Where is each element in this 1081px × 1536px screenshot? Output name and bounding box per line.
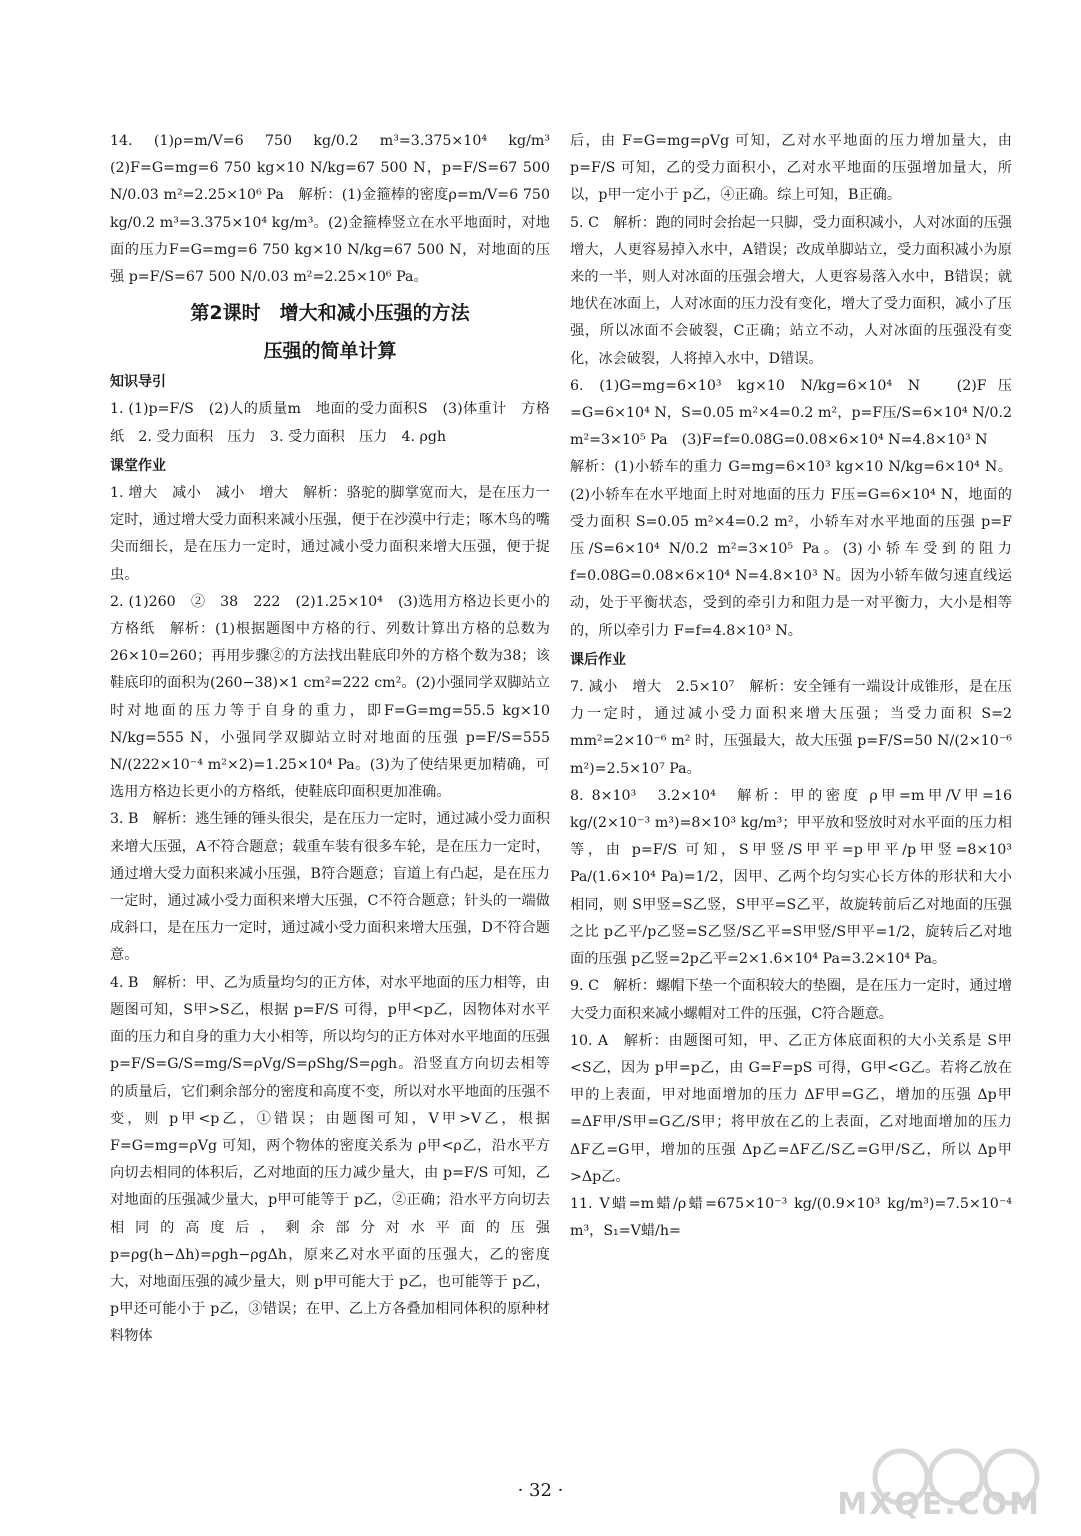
answer-paragraph: 解析：(1)小轿车的重力 G=mg=6×10³ kg×10 N/kg=6×10⁴ N。(2)小轿车在水平地面上时对地面的压力 F压=G=6×10⁴ N，地面的受力面积 S=0.05 m²×4=0.2 m²，小轿车对水平地面的压强 p=F压/S=6×10⁴ N/0.2 m²=3×10⁵ Pa。(3)小轿车受到的阻力 f=0.08G=0.08×6×10⁴ N=4.8×10³ N。因为小轿车做匀速直线运动，处于平衡状态，受到的牵引力和阻力是一对平衡力，大小是相等的，所以牵引力 F=f=4.8×10³ N。: [570, 459, 1012, 639]
page-number: · 32 ·: [517, 1480, 564, 1501]
left-column: [110, 128, 565, 1351]
section-title: 压强的简单计算: [263, 340, 397, 363]
watermark-logo: [837, 1442, 1051, 1522]
answer-paragraph: 1. (1)p=F/S (2)人的质量m 地面的受力面积S (3)体重计 方格纸 2. 受力面积 压力 3. 受力面积 压力 4. ρgh: [110, 401, 550, 445]
section-title: 第2课时 增大和减小压强的方法: [190, 302, 470, 325]
answer-paragraph: 6. (1)G=mg=6×10³ kg×10 N/kg=6×10⁴ N (2)F压=G=6×10⁴ N，S=0.05 m²×4=0.2 m²，p=F压/S=6×10⁴ N/0.2 m²=3×10⁵ Pa (3)F=f=0.08G=0.08×6×10⁴ N=4.8×10³ N: [570, 377, 1012, 449]
subsection-heading: 课堂作业: [110, 457, 166, 474]
answer-paragraph: 2. (1)260 ② 38 222 (2)1.25×10⁴ (3)选用方格边长更小的方格纸 解析：(1)根据题图中方格的行、列数计算出方格的总数为26×10=260；再用步骤②的方法找出鞋底印外的方格个数为38；该鞋底印的面积为(260−38)×1 cm²=222 cm²。(2)小强同学双脚站立时对地面的压力等于自身的重力，即F=G=mg=55.5 kg×10 N/kg=555 N，小强同学双脚站立时对地面的压强 p=F/S=555 N/(222×10⁻⁴ m²×2)=1.25×10⁴ Pa。(3)为了使结果更加精确，可选用方格边长更小的方格纸，使鞋底印面积更加准确。: [110, 593, 550, 801]
answer-paragraph: 7. 减小 增大 2.5×10⁷ 解析：安全锤有一端设计成锥形，是在压力一定时，通过减小受力面积来增大压强；当受力面积 S=2 mm²=2×10⁻⁶ m² 时，压强最大，故大压强 p=F/S=50 N/(2×10⁻⁶ m²)=2.5×10⁷ Pa。: [570, 679, 1012, 777]
subsection-heading: 课后作业: [570, 651, 626, 668]
answer-paragraph: 4. B 解析：甲、乙为质量均匀的正方体，对水平地面的压力相等，由题图可知，S甲>S乙，根据 p=F/S 可得，p甲<p乙，因物体对水平面的压力和自身的重力大小相等，所以均匀的正方体对水平地面的压强 p=F/S=G/S=mg/S=ρVg/S=ρShg/S=ρgh。沿竖直方向切去相等的质量后，它们剩余部分的密度和高度不变，所以对水平地面的压强不变，则 p甲<p乙，①错误；由题图可知，V甲>V乙，根据 F=G=mg=ρVg 可知，两个物体的密度关系为 ρ甲<ρ乙，沿水平方向切去相同的体积后，乙对地面的压力减少量大，由 p=F/S 可知，乙对地面的压强减少量大，p甲可能等于 p乙，②正确；沿水平方向切去相同的高度后，剩余部分对水平面的压强 p=ρg(h−Δh)=ρgh−ρgΔh，原来乙对水平面的压强大，乙的密度大，对地面压强的减少量大，则 p甲可能大于 p乙，也可能等于 p乙，p甲还可能小于 p乙，③错误；在甲、乙上方各叠加相同体积的原种材料物体: [110, 974, 550, 1345]
watermark-text: MXQE.COM: [837, 1487, 1041, 1522]
subsection-heading: 知识导引: [110, 374, 166, 391]
answer-paragraph: 14. (1)ρ=m/V=6 750 kg/0.2 m³=3.375×10⁴ kg/m³ (2)F=G=mg=6 750 kg×10 N/kg=67 500 N，p=F/S=67 500 N/0.03 m²=2.25×10⁶ Pa 解析：(1)金箍棒的密度ρ=m/V=6 750 kg/0.2 m³=3.375×10⁴ kg/m³。(2)金箍棒竖立在水平地面时，对地面的压力F=G=mg=6 750 kg×10 N/kg=67 500 N，对地面的压强 p=F/S=67 500 N/0.03 m²=2.25×10⁶ Pa。: [110, 133, 565, 286]
answer-paragraph: 3. B 解析：逃生锤的锤头很尖，是在压力一定时，通过减小受力面积来增大压强，A不符合题意；载重车装有很多车轮，是在压力一定时，通过增大受力面积来减小压强，B符合题意；盲道上有凸起，是在压力一定时，通过减小受力面积来增大压强，C不符合题意；针头的一端做成斜口，是在压力一定时，通过减小受力面积来增大压强，D不符合题意。: [110, 811, 550, 964]
answer-paragraph: 5. C 解析：跑的同时会抬起一只脚，受力面积减小，人对冰面的压强增大，人更容易掉入水中，A错误；改成单脚站立，受力面积减小为原来的一半，则人对冰面的压强会增大，人更容易落入水中，B错误；就地伏在冰面上，人对冰面的压力没有变化，增大了受力面积，减小了压强，所以冰面不会破裂，C正确；站立不动，人对冰面的压强没有变化，冰会破裂，人将掉入水中，D错误。: [570, 214, 1012, 367]
answer-paragraph: 1. 增大 减小 减小 增大 解析：骆驼的脚掌宽而大，是在压力一定时，通过增大受力面积来减小压强，便于在沙漠中行走；啄木鸟的嘴尖而细长，是在压力一定时，通过减小受力面积来增大压强，便于捉虫。: [110, 485, 550, 583]
answer-paragraph: 后，由 F=G=mg=ρVg 可知，乙对水平地面的压力增加量大，由 p=F/S 可知，乙的受力面积小，乙对水平地面的压强增加量大，所以，p甲一定小于 p乙，④正确。综上可知，B正确。: [570, 133, 1012, 204]
right-column: [570, 128, 1012, 1245]
answer-paragraph: 10. A 解析：由题图可知，甲、乙正方体底面积的大小关系是 S甲<S乙，因为 p甲=p乙，由 G=F=pS 可得，G甲<G乙。若将乙放在甲的上表面，甲对地面增加的压力 ΔF甲=G乙，增加的压强 Δp甲=ΔF甲/S甲=G乙/S甲；将甲放在乙的上表面，乙对地面增加的压力 ΔF乙=G甲，增加的压强 Δp乙=ΔF乙/S乙=G甲/S乙，所以 Δp甲>Δp乙。: [570, 1032, 1012, 1185]
answer-paragraph: 8. 8×10³ 3.2×10⁴ 解析：甲的密度 ρ甲=m甲/V甲=16 kg/(2×10⁻³ m³)=8×10³ kg/m³；甲平放和竖放时对水平面的压力相等，由 p=F/S 可知，S甲竖/S甲平=p甲平/p甲竖=8×10³ Pa/(1.6×10⁴ Pa)=1/2，因甲、乙两个均匀实心长方体的形状和大小相同，则 S甲竖=S乙竖，S甲平=S乙平，故旋转前后乙对地面的压强之比 p乙平/p乙竖=S乙竖/S乙平=S甲竖/S甲平=1/2，旋转后乙对地面的压强 p乙竖=2p乙平=2×1.6×10⁴ Pa=3.2×10⁴ Pa。: [570, 787, 1012, 968]
answer-paragraph: 9. C 解析：螺帽下垫一个面积较大的垫圈，是在压力一定时，通过增大受力面积来减小螺帽对工件的压强，C符合题意。: [570, 978, 1012, 1022]
answer-paragraph: 11. V蜡=m蜡/ρ蜡=675×10⁻³ kg/(0.9×10³ kg/m³)=7.5×10⁻⁴ m³，S₁=V蜡/h=: [570, 1195, 1012, 1240]
